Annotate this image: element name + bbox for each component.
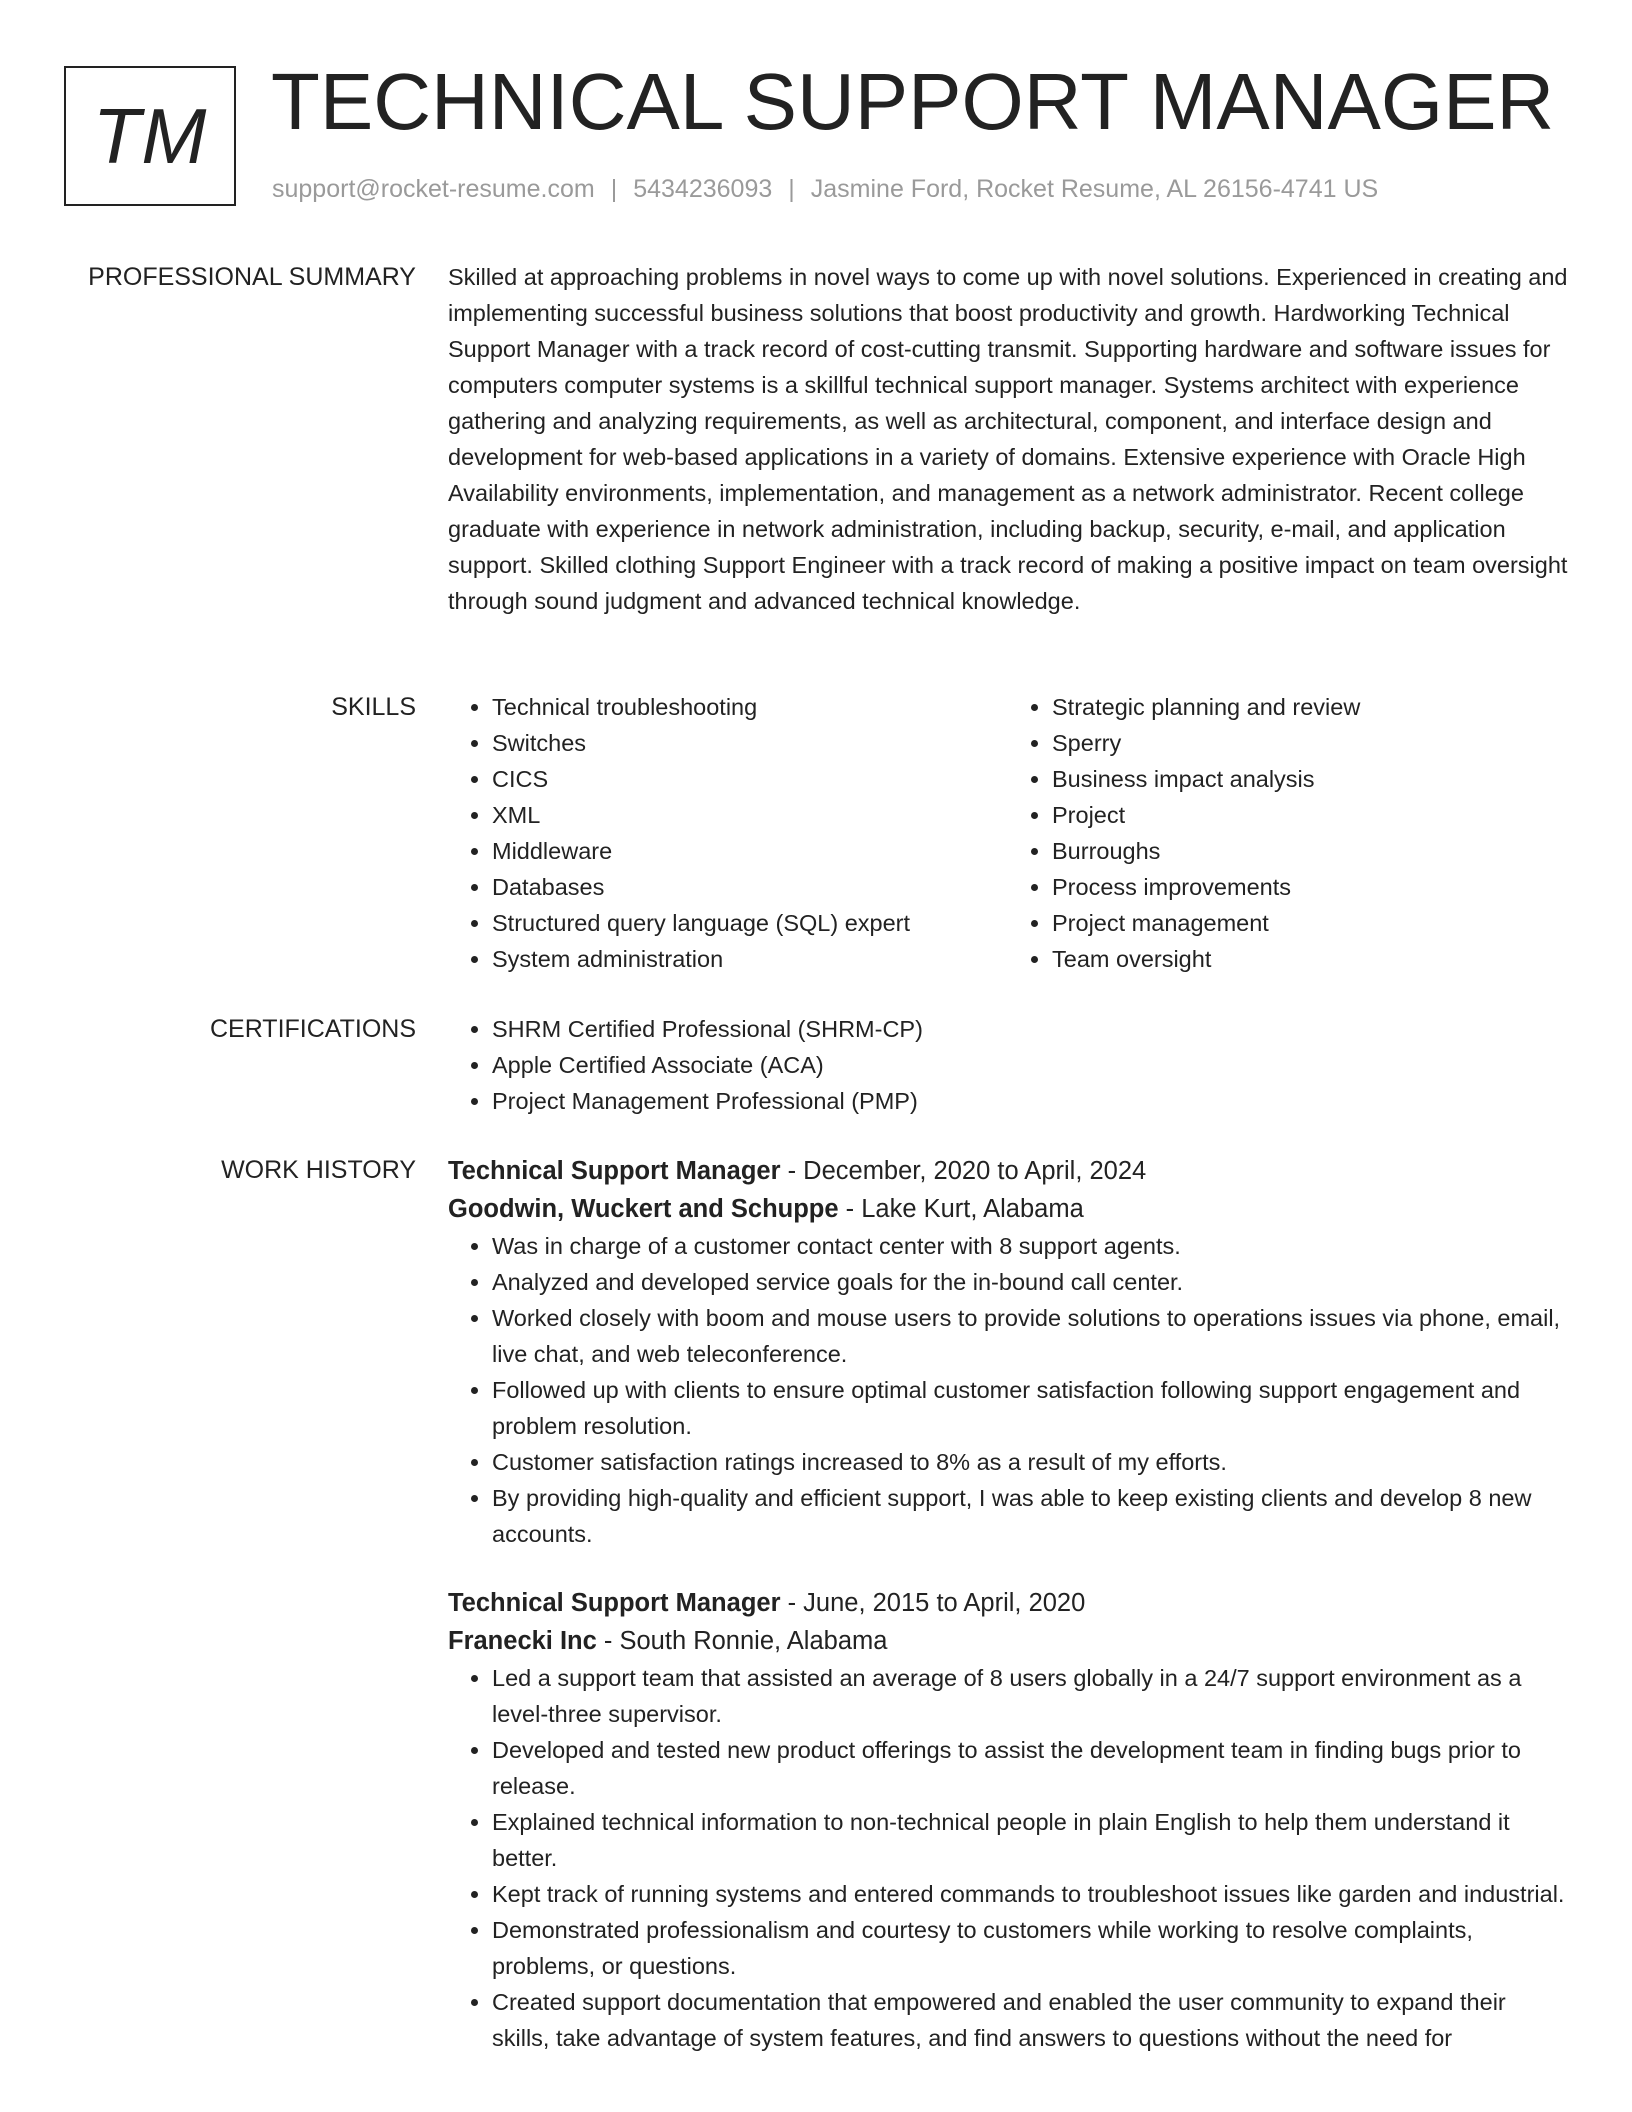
contact-email[interactable]: support@rocket-resume.com xyxy=(272,175,595,203)
skill-item: • CICS xyxy=(492,761,1008,797)
job-title-line xyxy=(448,1584,1568,1622)
job-company: Goodwin, Wuckert and Schuppe xyxy=(448,1195,839,1223)
skill-item: • Project xyxy=(1052,797,1568,833)
skill-item: • Strategic planning and review xyxy=(1052,689,1568,725)
skill-item: • Business impact analysis xyxy=(1052,761,1568,797)
section-label-work-history: WORK HISTORY xyxy=(221,1156,416,1184)
job-company-line xyxy=(448,1622,1568,1660)
skills-list-left xyxy=(448,689,1008,977)
summary-body xyxy=(448,259,1568,619)
skill-item: • Process improvements xyxy=(1052,869,1568,905)
skill-item: • Structured query language (SQL) expert xyxy=(492,905,1008,941)
skill-item: • XML xyxy=(492,797,1008,833)
job-title-line xyxy=(448,1152,1568,1190)
job-duty: • Followed up with clients to ensure optimal customer satisfaction following support engagement and problem resolution. xyxy=(492,1372,1568,1444)
skill-item: • Switches xyxy=(492,725,1008,761)
contact-address: Jasmine Ford, Rocket Resume, AL 26156-4741 US xyxy=(810,175,1379,203)
skill-item: • Technical troubleshooting xyxy=(492,689,1008,725)
job-location: - South Ronnie, Alabama xyxy=(596,1627,888,1655)
skills-list-right xyxy=(1008,689,1568,977)
job-duty: • Worked closely with boom and mouse users to provide solutions to operations issues via phone, email, live chat, and web teleconference. xyxy=(492,1300,1568,1372)
skill-item: • Team oversight xyxy=(1052,941,1568,977)
certification-item: • Project Management Professional (PMP) xyxy=(492,1083,1568,1119)
skill-item: • Burroughs xyxy=(1052,833,1568,869)
certifications-body xyxy=(448,1011,1568,1119)
contact-separator: | xyxy=(788,175,795,203)
contact-separator: | xyxy=(610,175,618,203)
work-history-body xyxy=(448,1152,1568,2056)
resume-title: TECHNICAL SUPPORT MANAGER xyxy=(271,57,1555,146)
skill-item: • Middleware xyxy=(492,833,1008,869)
job-duty: • Customer satisfaction ratings increased to 8% as a result of my efforts. xyxy=(492,1444,1568,1480)
job-dates: - December, 2020 to April, 2024 xyxy=(780,1157,1147,1185)
job-duty: • Created support documentation that empowered and enabled the user community to expand their skills, take advantage of system features, and find answers to questions without the need for xyxy=(492,1984,1568,2056)
job-company-line xyxy=(448,1190,1568,1228)
contact-phone[interactable]: 5434236093 xyxy=(633,175,773,203)
job-duty: • Led a support team that assisted an average of 8 users globally in a 24/7 support environment as a level-three supervisor. xyxy=(492,1660,1568,1732)
summary-text: Skilled at approaching problems in novel ways to come up with novel solutions. Experienced in creating and implementing successful business solutions that boost productivity and growth. Hardworking Technical Support Manager with a track record of cost-cutting transmit. Supporting hardware and software issues for computers computer systems is a skillful technical support manager. Systems architect with experience gathering and analyzing requirements, as well as architectural, component, and interface design and development for web-based applications in a variety of domains. Extensive experience with Oracle High Availability environments, implementation, and management as a network administrator. Recent college graduate with experience in network administration, including backup, security, e-mail, and application support. Skilled clothing Support Engineer with a track record of making a positive impact on team oversight through sound judgment and advanced technical knowledge. xyxy=(448,264,1568,614)
job-duty: • By providing high-quality and efficient support, I was able to keep existing clients and develop 8 new accounts. xyxy=(492,1480,1568,1552)
job-duties-list xyxy=(448,1228,1568,1552)
section-label-skills: SKILLS xyxy=(331,693,416,721)
skill-item: • System administration xyxy=(492,941,1008,977)
job-duty: • Explained technical information to non-technical people in plain English to help them understand it better. xyxy=(492,1804,1568,1876)
job-duties-list xyxy=(448,1660,1568,2056)
job-entry xyxy=(448,1584,1568,2056)
skills-body xyxy=(448,689,1568,977)
job-company: Franecki Inc xyxy=(448,1627,597,1655)
section-label-certifications: CERTIFICATIONS xyxy=(209,1015,416,1043)
job-duty: • Analyzed and developed service goals for the in-bound call center. xyxy=(492,1264,1568,1300)
job-duty: • Was in charge of a customer contact center with 8 support agents. xyxy=(492,1228,1568,1264)
job-duty: • Demonstrated professionalism and courtesy to customers while working to resolve complaints, problems, or questions. xyxy=(492,1912,1568,1984)
job-duty: • Developed and tested new product offerings to assist the development team in finding bugs prior to release. xyxy=(492,1732,1568,1804)
job-duty: • Kept track of running systems and entered commands to troubleshoot issues like garden and industrial. xyxy=(492,1876,1568,1912)
section-label-summary: PROFESSIONAL SUMMARY xyxy=(88,263,416,291)
skill-item: • Databases xyxy=(492,869,1008,905)
skill-item: • Sperry xyxy=(1052,725,1568,761)
job-title: Technical Support Manager xyxy=(448,1589,781,1617)
job-dates: - June, 2015 to April, 2020 xyxy=(780,1589,1086,1617)
job-entry xyxy=(448,1152,1568,1552)
contact-line xyxy=(272,175,1378,204)
monogram-logo: TM xyxy=(64,66,236,206)
certification-item: • Apple Certified Associate (ACA) xyxy=(492,1047,1568,1083)
job-title: Technical Support Manager xyxy=(448,1157,781,1185)
certification-item: • SHRM Certified Professional (SHRM-CP) xyxy=(492,1011,1568,1047)
skill-item: • Project management xyxy=(1052,905,1568,941)
certifications-list xyxy=(448,1011,1568,1119)
job-location: - Lake Kurt, Alabama xyxy=(838,1195,1084,1223)
